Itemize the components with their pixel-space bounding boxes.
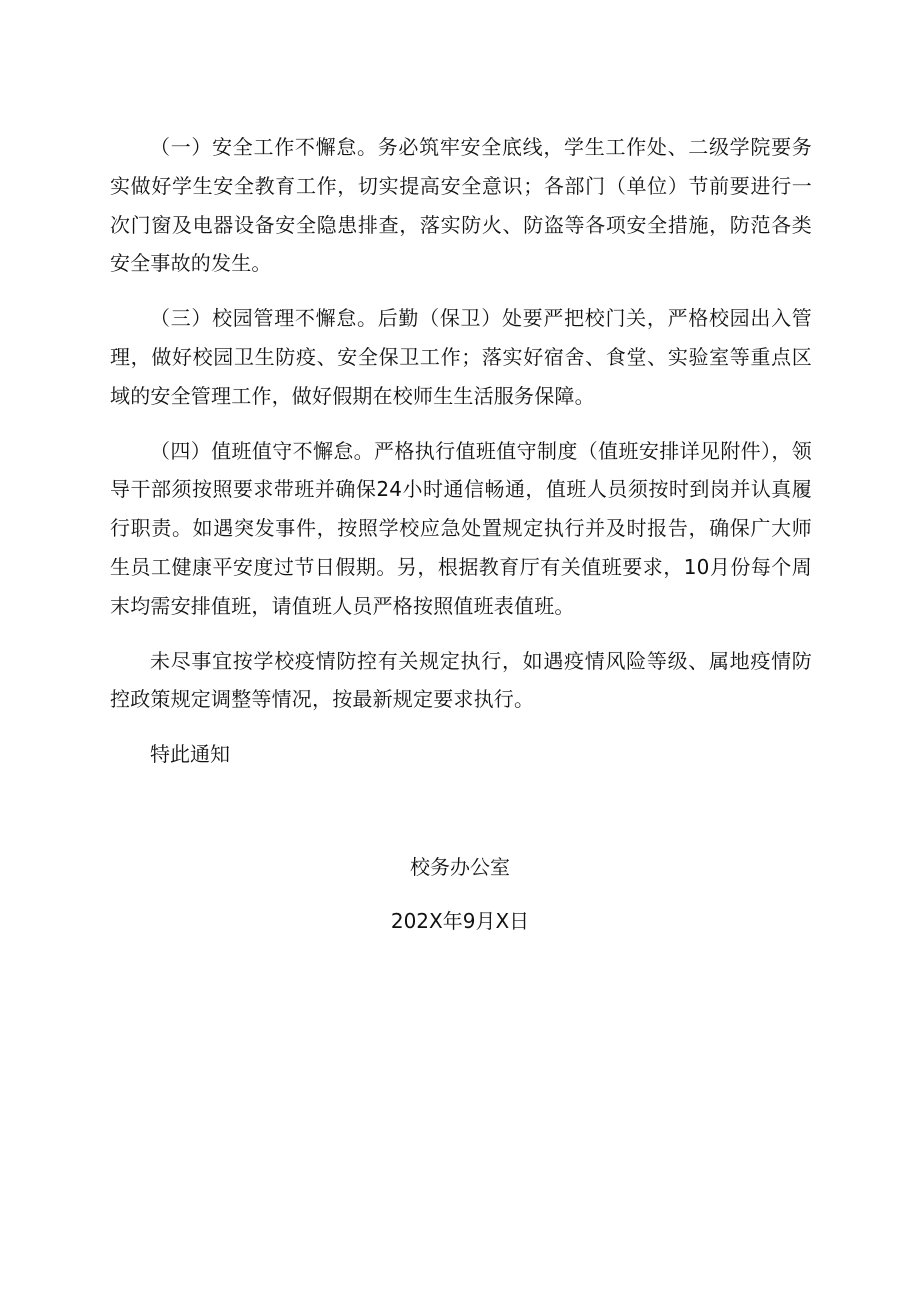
paragraph-safety-work: （一）安全工作不懈怠。务必筑牢安全底线，学生工作处、二级学院要务实做好学生安全教育工作，切实提高安全意识；各部门（单位）节前要进行一次门窗及电器设备安全隐患排查，落实防火、防盗等各项安全措施，防范各类安全事故的发生。 — [110, 135, 812, 276]
closing-notice: 特此通知 — [150, 742, 230, 767]
paragraph-other-matters: 未尽事宜按学校疫情防控有关规定执行，如遇疫情风险等级、属地疫情防控政策规定调整等情况，按最新规定要求执行。 — [110, 648, 812, 712]
signature-date: 202X年9月X日 — [390, 909, 530, 933]
paragraph-duty-watch: （四）值班值守不懈怠。严格执行值班值守制度（值班安排详见附件），领导干部须按照要求带班并确保24小时通信畅通，值班人员须按时到岗并认真履行职责。如遇突发事件，按照学校应急处置规定执行并及时报告，确保广大师生员工健康平安度过节日假期。另，根据教育厅有关值班要求，10月份每个周末均需安排值班，请值班人员严格按照值班表值班。 — [110, 438, 812, 618]
paragraph-campus-management: （三）校园管理不懈怠。后勤（保卫）处要严把校门关，严格校园出入管理，做好校园卫生防疫、安全保卫工作；落实好宿舍、食堂、实验室等重点区域的安全管理工作，做好假期在校师生生活服务保障。 — [110, 306, 812, 408]
document-body — [110, 128, 812, 774]
signature-office: 校务办公室 — [410, 855, 510, 879]
